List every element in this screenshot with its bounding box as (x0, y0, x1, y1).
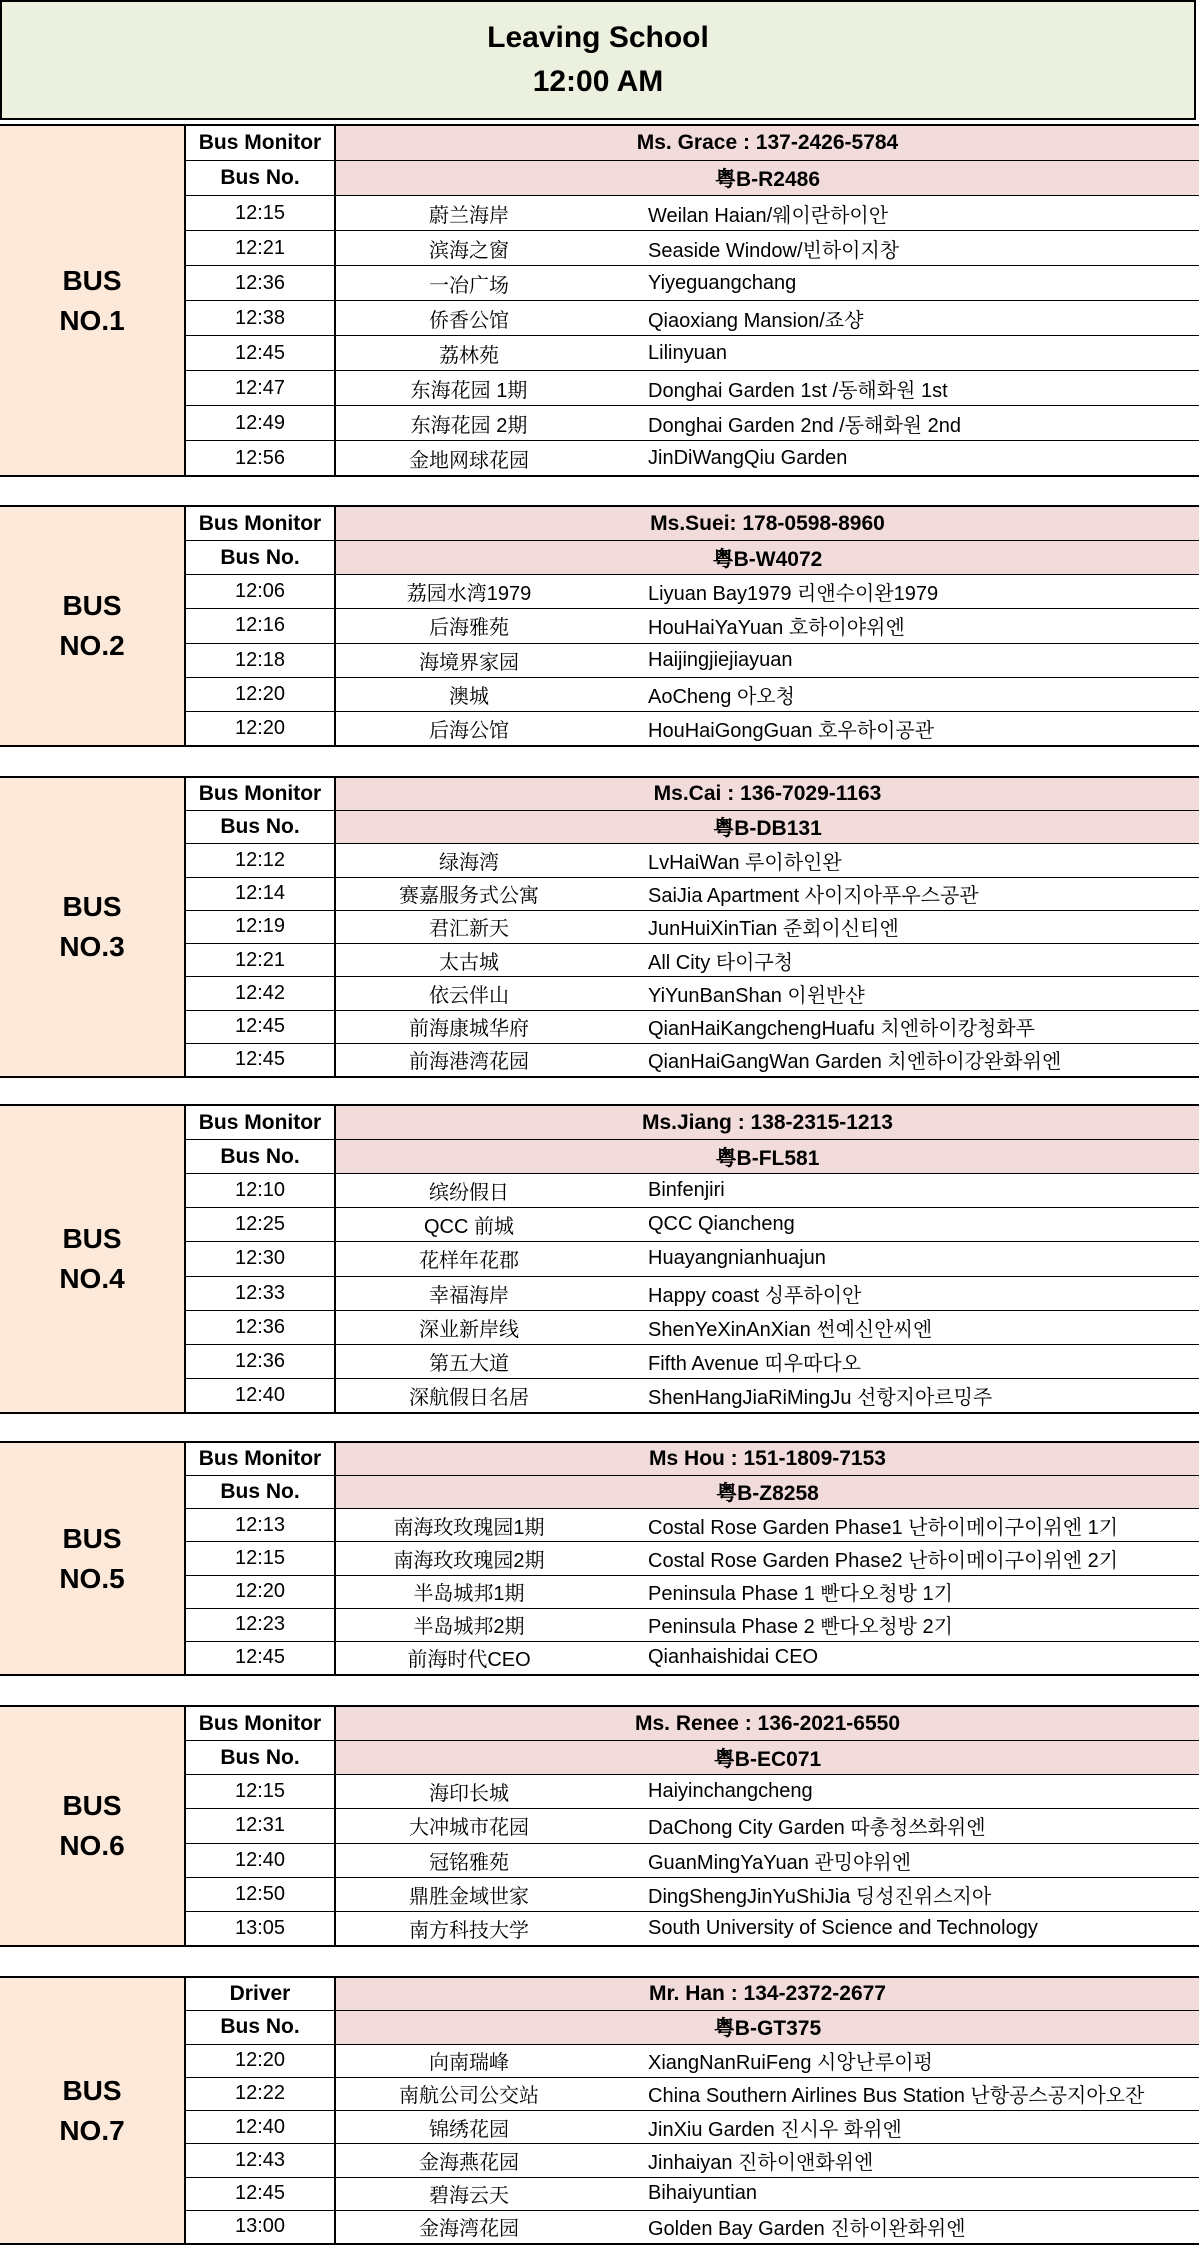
stop-time: 12:15 (186, 1775, 336, 1808)
stop-row (186, 643, 1199, 677)
stop-time: 12:49 (186, 406, 336, 440)
stop-time: 12:43 (186, 2144, 336, 2176)
stop-time: 12:30 (186, 1242, 336, 1275)
plate-row (186, 1740, 1199, 1774)
stop-name: GuanMingYaYuan 관밍야위엔 (648, 1851, 912, 1874)
stop-row (186, 335, 1199, 370)
stop-row (186, 195, 1199, 230)
stop-name: Happy coast 싱푸하이안 (648, 1284, 862, 1307)
stop-row (186, 1173, 1199, 1207)
stop-row (186, 1843, 1199, 1877)
bus-block (0, 124, 1199, 477)
bus-table (186, 507, 1199, 745)
plate-label: Bus No. (186, 161, 336, 195)
bus-table (186, 778, 1199, 1076)
stop-row (186, 574, 1199, 608)
stop-time: 12:20 (186, 712, 336, 745)
stop-name-cn: 花样年花郡 (419, 1250, 519, 1273)
stop-name: Peninsula Phase 2 빤다오청방 2기 (648, 1616, 953, 1639)
bus-label-line1: BUS (62, 590, 122, 621)
stop-time: 12:18 (186, 644, 336, 677)
stop-name-cn: 荔园水湾1979 (406, 583, 532, 606)
stop-time: 12:45 (186, 336, 336, 370)
plate-row (186, 810, 1199, 843)
bus-block (0, 1976, 1199, 2245)
bus-label-line1: BUS (62, 1790, 122, 1821)
bus-label (0, 1707, 186, 1945)
bus-table (186, 1978, 1199, 2243)
stop-name: QianHaiGangWan Garden 치엔하이강완화위엔 (648, 1051, 1062, 1074)
stop-row (186, 1043, 1199, 1076)
bus-label (0, 507, 186, 745)
role-label: Bus Monitor (186, 1443, 336, 1475)
stop-time: 12:12 (186, 844, 336, 876)
contact-row (186, 778, 1199, 810)
bus-block (0, 1104, 1199, 1414)
contact-row (186, 1978, 1199, 2010)
stop-row (186, 1508, 1199, 1541)
stop-time: 12:10 (186, 1174, 336, 1207)
stop-name-cn: 澳城 (449, 685, 489, 708)
stop-name: QianHaiKangchengHuafu 치엔하이캉청화푸 (648, 1018, 1035, 1041)
stop-row (186, 1575, 1199, 1608)
stop-name: Weilan Haian/웨이란하이안 (648, 204, 889, 227)
plate-row (186, 160, 1199, 195)
role-label: Bus Monitor (186, 778, 336, 810)
stop-name: Lilinyuan (648, 341, 727, 364)
stop-name-cn: 幸福海岸 (429, 1284, 509, 1307)
stop-time: 12:36 (186, 266, 336, 300)
bus-block (0, 505, 1199, 747)
stop-row (186, 2210, 1199, 2243)
stop-name-cn: 冠铭雅苑 (429, 1851, 509, 1874)
bus-label (0, 1106, 186, 1412)
bus-label-number: NO.1 (59, 304, 125, 336)
stop-time: 12:20 (186, 1576, 336, 1608)
stop-row (186, 1276, 1199, 1310)
stop-time: 12:21 (186, 231, 336, 265)
plate-row (186, 2010, 1199, 2043)
stop-name-cn: 深业新岸线 (419, 1318, 519, 1341)
stop-name-cn: 金海湾花园 (419, 2218, 519, 2241)
stop-time: 12:16 (186, 609, 336, 642)
stop-time: 12:31 (186, 1809, 336, 1842)
stop-name-cn: 滨海之窗 (429, 239, 509, 262)
stop-name: Binfenjiri (648, 1179, 725, 1202)
stop-name-cn: 君汇新天 (429, 918, 509, 941)
bus-label-number: NO.6 (59, 1830, 125, 1861)
stop-name-cn: 赛嘉服务式公寓 (399, 885, 539, 908)
contact-value: Ms Hou : 151-1809-7153 (336, 1443, 1199, 1475)
stop-time: 12:15 (186, 196, 336, 230)
stop-time: 12:36 (186, 1345, 336, 1378)
stop-time: 12:21 (186, 944, 336, 976)
stop-name-cn: 前海时代CEO (407, 1649, 531, 1672)
stop-name-cn: 南航公司公交站 (399, 2085, 539, 2108)
stop-name: Liyuan Bay1979 리앤수이완1979 (648, 583, 939, 606)
bus-block (0, 1441, 1199, 1676)
bus-block (0, 1705, 1199, 1947)
bus-table (186, 1443, 1199, 1674)
stop-row (186, 300, 1199, 335)
stop-name-cn: 一冶广场 (429, 274, 509, 297)
stop-time: 13:00 (186, 2211, 336, 2243)
stop-name-cn: 海印长城 (429, 1783, 509, 1806)
stop-name: Haiyinchangcheng (648, 1780, 813, 1803)
stop-name: DaChong City Garden 따총청쓰화위엔 (648, 1817, 986, 1840)
bus-label-line1: BUS (62, 1223, 122, 1254)
bus-label-line1: BUS (62, 891, 122, 922)
stop-name-cn: 南海玫玫瑰园2期 (393, 1549, 545, 1572)
stop-name: JinXiu Garden 진시우 화위엔 (648, 2118, 902, 2141)
stop-row (186, 2143, 1199, 2176)
stop-name: China Southern Airlines Bus Station 난항공스공지아오잔 (648, 2085, 1145, 2108)
bus-label-number: NO.5 (59, 1562, 125, 1594)
stop-time: 12:20 (186, 2045, 336, 2077)
stop-row (186, 1877, 1199, 1911)
plate-label: Bus No. (186, 1140, 336, 1173)
stop-time: 13:05 (186, 1912, 336, 1945)
stop-name-cn: 碧海云天 (429, 2185, 509, 2208)
bus-table (186, 126, 1199, 475)
stop-row (186, 265, 1199, 300)
stop-time: 12:40 (186, 2111, 336, 2143)
stop-row (186, 1541, 1199, 1574)
stop-name: Golden Bay Garden 진하이완화위엔 (648, 2218, 966, 2241)
stop-name-cn: 前海康城华府 (409, 1018, 529, 1041)
plate-row (186, 1139, 1199, 1173)
stop-time: 12:22 (186, 2078, 336, 2110)
bus-label-line1: BUS (62, 1522, 122, 1554)
stop-time: 12:50 (186, 1878, 336, 1911)
bus-table (186, 1707, 1199, 1945)
stop-row (186, 1378, 1199, 1412)
stop-time: 12:45 (186, 1011, 336, 1043)
bus-label-number: NO.3 (59, 931, 125, 962)
stop-name: DingShengJinYuShiJia 딩성진위스지아 (648, 1885, 992, 1908)
stop-time: 12:38 (186, 301, 336, 335)
stop-name-cn: 金地网球花园 (409, 449, 529, 472)
stop-time: 12:56 (186, 441, 336, 475)
stop-name-cn: 深航假日名居 (409, 1386, 529, 1409)
stop-name-cn: 海境界家园 (419, 651, 519, 674)
stop-row (186, 1310, 1199, 1344)
stop-row (186, 1641, 1199, 1674)
contact-value: Ms.Cai : 136-7029-1163 (336, 778, 1199, 810)
stop-name-cn: QCC 前城 (424, 1216, 514, 1239)
contact-value: Ms. Grace : 137-2426-5784 (336, 126, 1199, 160)
stop-time: 12:40 (186, 1379, 336, 1412)
schedule-time: 12:00 AM (532, 65, 664, 98)
stop-time: 12:19 (186, 911, 336, 943)
contact-value: Ms.Suei: 178-0598-8960 (336, 507, 1199, 540)
contact-row (186, 1106, 1199, 1139)
role-label: Bus Monitor (186, 1106, 336, 1139)
plate-label: Bus No. (186, 2011, 336, 2043)
stop-name: SaiJia Apartment 사이지아푸우스공관 (648, 885, 979, 908)
stop-name: LvHaiWan 루이하인완 (648, 852, 842, 875)
plate-row (186, 1475, 1199, 1508)
role-label: Bus Monitor (186, 1707, 336, 1740)
stop-row (186, 2044, 1199, 2077)
role-label: Bus Monitor (186, 126, 336, 160)
stop-time: 12:36 (186, 1311, 336, 1344)
stop-name-cn: 半岛城邦2期 (413, 1616, 525, 1639)
stop-name-cn: 太古城 (439, 951, 499, 974)
role-label: Bus Monitor (186, 507, 336, 540)
stop-name: JinDiWangQiu Garden (648, 446, 848, 469)
stop-name-cn: 向南瑞峰 (429, 2052, 509, 2075)
stop-time: 12:14 (186, 878, 336, 910)
contact-value: Mr. Han : 134-2372-2677 (336, 1978, 1199, 2010)
stop-name-cn: 鼎胜金域世家 (409, 1885, 529, 1908)
plate-value: 粤B-EC071 (336, 1741, 1199, 1774)
stop-name: Donghai Garden 1st /동해화원 1st (648, 379, 948, 402)
stop-name-cn: 金海燕花园 (419, 2151, 519, 2174)
stop-name-cn: 第五大道 (429, 1352, 509, 1375)
stop-name: QCC Qiancheng (648, 1213, 795, 1236)
stop-row (186, 1241, 1199, 1275)
bus-label-number: NO.4 (59, 1263, 125, 1294)
bus-label (0, 126, 186, 475)
stop-name: Haijingjiejiayuan (648, 648, 793, 671)
stop-row (186, 677, 1199, 711)
schedule-header (0, 0, 1196, 120)
stop-name: AoCheng 아오청 (648, 685, 795, 708)
stop-name: ShenHangJiaRiMingJu 선항지아르밍주 (648, 1386, 993, 1409)
stop-row (186, 1774, 1199, 1808)
stop-name: JunHuiXinTian 준회이신티엔 (648, 918, 899, 941)
stop-row (186, 1344, 1199, 1378)
plate-value: 粤B-Z8258 (336, 1476, 1199, 1508)
stop-time: 12:13 (186, 1509, 336, 1541)
bus-label (0, 1443, 186, 1674)
stop-row (186, 440, 1199, 475)
stop-name: Yiyeguangchang (648, 271, 797, 294)
plate-value: 粤B-DB131 (336, 811, 1199, 843)
stop-time: 12:42 (186, 977, 336, 1009)
stop-name-cn: 东海花园 1期 (410, 379, 528, 402)
stop-name-cn: 荔林苑 (439, 344, 499, 367)
role-label: Driver (186, 1978, 336, 2010)
schedule-title: Leaving School (487, 21, 709, 54)
stop-name: All City 타이구청 (648, 951, 794, 974)
stop-name-cn: 蔚兰海岸 (429, 204, 509, 227)
stop-name: Donghai Garden 2nd /동해화원 2nd (648, 414, 962, 437)
contact-value: Ms. Renee : 136-2021-6550 (336, 1707, 1199, 1740)
stop-name: Fifth Avenue 띠우따다오 (648, 1352, 861, 1375)
bus-label (0, 778, 186, 1076)
contact-value: Ms.Jiang : 138-2315-1213 (336, 1106, 1199, 1139)
stop-time: 12:15 (186, 1542, 336, 1574)
stop-name-cn: 南海玫玫瑰园1期 (393, 1516, 545, 1539)
stop-row (186, 1207, 1199, 1241)
stop-name: Seaside Window/빈하이지창 (648, 239, 900, 262)
bus-label-number: NO.2 (59, 630, 125, 661)
bus-label-line1: BUS (62, 264, 122, 296)
stop-time: 12:45 (186, 1044, 336, 1076)
stop-row (186, 1911, 1199, 1945)
contact-row (186, 1707, 1199, 1740)
stop-row (186, 2110, 1199, 2143)
stop-name-cn: 前海港湾花园 (409, 1051, 529, 1074)
stop-time: 12:45 (186, 2178, 336, 2210)
stop-name: Peninsula Phase 1 빤다오청방 1기 (648, 1583, 953, 1606)
plate-label: Bus No. (186, 541, 336, 574)
contact-row (186, 1443, 1199, 1475)
plate-value: 粤B-FL581 (336, 1140, 1199, 1173)
stop-row (186, 1608, 1199, 1641)
stop-time: 12:33 (186, 1277, 336, 1310)
stop-name: Jinhaiyan 진하이앤화위엔 (648, 2151, 874, 2174)
stop-name: Costal Rose Garden Phase1 난하이메이구이위엔 1기 (648, 1516, 1119, 1539)
bus-label (0, 1978, 186, 2243)
stop-name: Bihaiyuntian (648, 2182, 757, 2205)
stop-name: HouHaiGongGuan 호우하이공관 (648, 719, 935, 742)
stop-name: YiYunBanShan 이윈반샨 (648, 984, 865, 1007)
stop-time: 12:45 (186, 1642, 336, 1674)
stop-name: Huayangnianhuajun (648, 1247, 826, 1270)
stop-row (186, 405, 1199, 440)
plate-row (186, 540, 1199, 574)
stop-name-cn: 后海雅苑 (429, 617, 509, 640)
stop-row (186, 370, 1199, 405)
stop-name-cn: 半岛城邦1期 (413, 1583, 525, 1606)
stop-name: HouHaiYaYuan 호하이야위엔 (648, 617, 905, 640)
stop-row (186, 2077, 1199, 2110)
stop-row (186, 877, 1199, 910)
stop-name-cn: 东海花园 2期 (410, 414, 528, 437)
stop-row (186, 943, 1199, 976)
stop-row (186, 843, 1199, 876)
stop-row (186, 2177, 1199, 2210)
stop-row (186, 230, 1199, 265)
bus-label-line1: BUS (62, 2074, 122, 2106)
stop-name-cn: 后海公馆 (429, 719, 509, 742)
stop-row (186, 1010, 1199, 1043)
stop-name: XiangNanRuiFeng 시앙난루이펑 (648, 2052, 933, 2075)
stop-time: 12:47 (186, 371, 336, 405)
contact-row (186, 507, 1199, 540)
plate-label: Bus No. (186, 1741, 336, 1774)
stop-name-cn: 缤纷假日 (429, 1182, 509, 1205)
stop-time: 12:20 (186, 678, 336, 711)
stop-name: South University of Science and Technology (648, 1916, 1038, 1939)
stop-name: ShenYeXinAnXian 썬예신안씨엔 (648, 1318, 933, 1341)
stop-name: Qiaoxiang Mansion/죠샹 (648, 309, 864, 332)
stop-row (186, 608, 1199, 642)
stop-time: 12:06 (186, 575, 336, 608)
stop-row (186, 1808, 1199, 1842)
plate-value: 粤B-W4072 (336, 541, 1199, 574)
bus-label-number: NO.7 (59, 2114, 125, 2146)
contact-row (186, 126, 1199, 160)
stop-row (186, 976, 1199, 1009)
stop-name-cn: 锦绣花园 (429, 2118, 509, 2141)
stop-name-cn: 大冲城市花园 (409, 1817, 529, 1840)
bus-block (0, 776, 1199, 1078)
stop-name-cn: 南方科技大学 (409, 1919, 529, 1942)
plate-label: Bus No. (186, 1476, 336, 1508)
stop-name-cn: 依云伴山 (429, 984, 509, 1007)
plate-label: Bus No. (186, 811, 336, 843)
stop-row (186, 711, 1199, 745)
stop-time: 12:25 (186, 1208, 336, 1241)
stop-row (186, 910, 1199, 943)
plate-value: 粤B-GT375 (336, 2011, 1199, 2043)
stop-name-cn: 侨香公馆 (429, 309, 509, 332)
stop-name: Costal Rose Garden Phase2 난하이메이구이위엔 2기 (648, 1549, 1119, 1572)
stop-name: Qianhaishidai CEO (648, 1646, 819, 1669)
bus-table (186, 1106, 1199, 1412)
plate-value: 粤B-R2486 (336, 161, 1199, 195)
stop-time: 12:23 (186, 1609, 336, 1641)
stop-name-cn: 绿海湾 (439, 852, 499, 875)
stop-time: 12:40 (186, 1844, 336, 1877)
